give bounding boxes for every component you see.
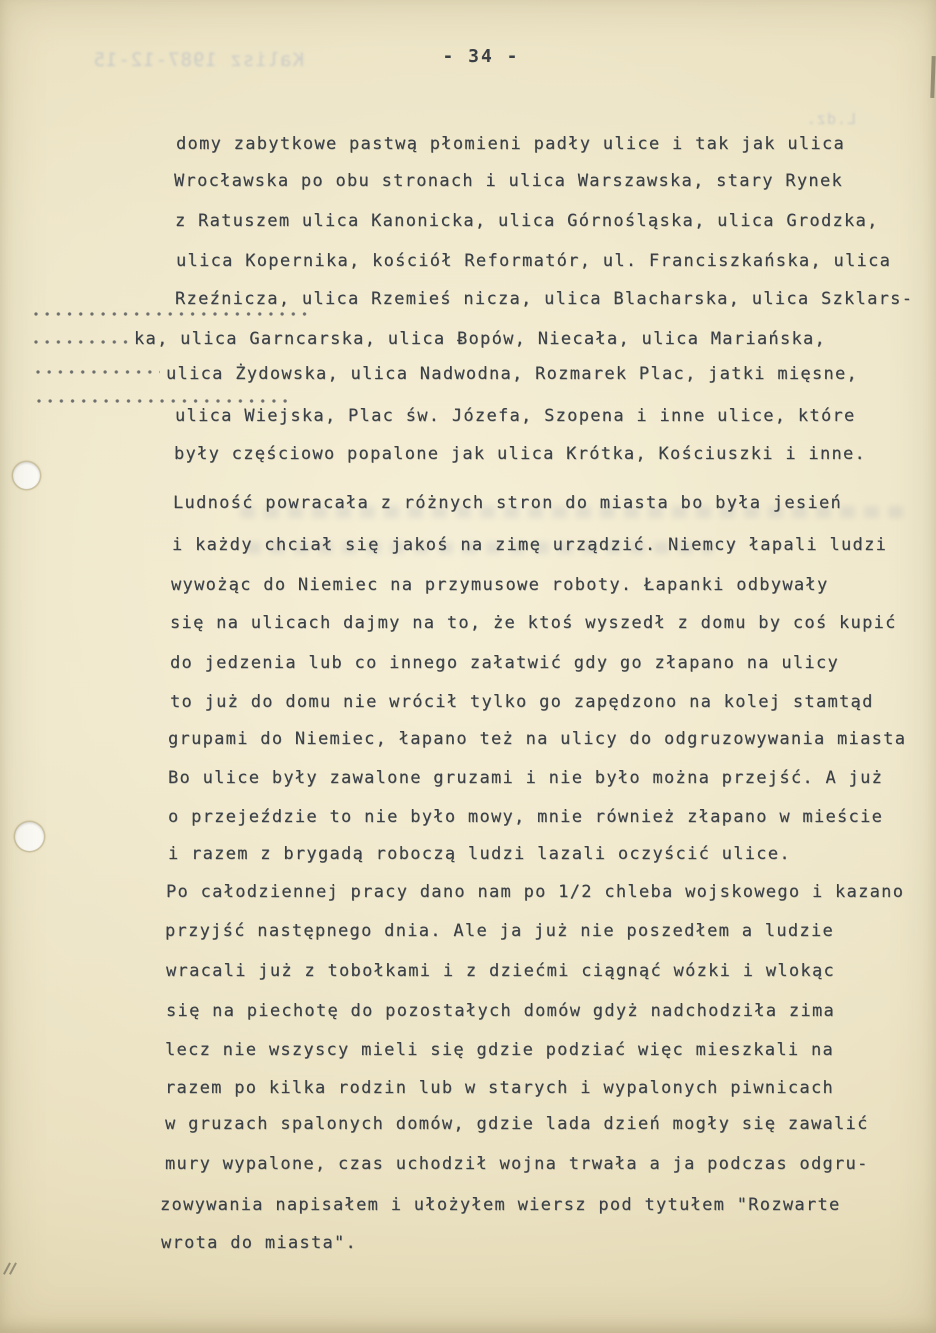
text-line: domy zabytkowe pastwą płomieni padły ulice i tak jak ulica <box>176 134 846 154</box>
dotted-leader <box>33 311 310 317</box>
text-line: to już do domu nie wrócił tylko go zapędzono na kolej stamtąd <box>170 692 874 712</box>
text-line: lecz nie wszyscy mieli się gdzie podziać więc mieszkali na <box>165 1040 835 1060</box>
text-line: razem po kilka rodzin lub w starych i wypalonych piwnicach <box>165 1078 835 1098</box>
text-line: ulica Żydowska, ulica Nadwodna, Rozmarek Plac, jatki mięsne, <box>166 364 859 384</box>
scan-edge-artifact <box>930 56 935 98</box>
text-line: zowywania napisałem i ułożyłem wiersz pod tytułem "Rozwarte <box>160 1195 841 1215</box>
text-line: z Ratuszem ulica Kanonicka, ulica Górnośląska, ulica Grodzka, <box>175 211 879 231</box>
text-line: Po całodziennej pracy dano nam po 1/2 chleba wojskowego i kazano <box>166 882 905 902</box>
punch-hole <box>13 462 40 489</box>
text-line: się na ulicach dajmy na to, że ktoś wyszedł z domu by coś kupić <box>170 613 897 633</box>
text-line: grupami do Niemiec, łapano też na ulicy do odgruzowywania miasta <box>168 729 907 749</box>
text-line: Ludność powracała z różnych stron do miasta bo była jesień <box>173 493 843 513</box>
text-line: przyjść następnego dnia. Ale ja już nie poszedłem a ludzie <box>165 921 835 941</box>
text-line: się na piechotę do pozostałych domów gdyż nadchodziła zima <box>166 1001 836 1021</box>
text-line: do jedzenia lub co innego załatwić gdy go złapano na ulicy <box>170 653 840 673</box>
text-line: o przejeździe to nie było mowy, mnie również złapano w mieście <box>168 807 884 827</box>
text-line: ulica Kopernika, kościół Reformatór, ul. Franciszkańska, ulica <box>176 251 892 271</box>
handwritten-corner-mark <box>3 1262 17 1276</box>
text-line: ulica Wiejska, Plac św. Józefa, Szopena i inne ulice, które <box>175 406 856 426</box>
text-line: i razem z brygadą roboczą ludzi lazali oczyścić ulice. <box>168 844 791 864</box>
punch-hole <box>15 822 44 851</box>
text-line: i każdy chciał się jakoś na zimę urządzić. Niemcy łapali ludzi <box>172 535 888 555</box>
text-line: mury wypalone, czas uchodził wojna trwała a ja podczas odgru- <box>165 1154 869 1174</box>
text-line: wracali już z tobołkami i z dziećmi ciągnąć wózki i wlokąc <box>166 961 836 981</box>
text-line: w gruzach spalonych domów, gdzie lada dzień mogły się zawalić <box>165 1114 869 1134</box>
text-line: Bo ulice były zawalone gruzami i nie było można przejść. A już <box>168 768 884 788</box>
text-line: wrota do miasta". <box>161 1233 358 1253</box>
bleedthrough-date-stamp: Kalisz 1987-12-15 <box>92 49 304 71</box>
dotted-leader <box>33 339 130 345</box>
text-line: wywożąc do Niemiec na przymusowe roboty. Łapanki odbywały <box>171 575 829 595</box>
dotted-leader <box>36 398 292 404</box>
page-number: - 34 - <box>442 46 520 67</box>
text-line: ka, ulica Garncarska, ulica Ƀopów, Niecała, ulica Mariańska, <box>134 329 827 349</box>
text-line: Rzeźnicza, ulica Rzemieś nicza, ulica Blacharska, ulica Szklars- <box>175 289 914 309</box>
text-line: Wrocławska po obu stronach i ulica Warszawska, stary Rynek <box>174 171 844 191</box>
text-line: były częściowo popalone jak ulica Krótka, Kościuszki i inne. <box>174 444 867 464</box>
dotted-leader <box>35 369 160 375</box>
bleedthrough-ldz-stamp: L.dz. <box>805 110 856 128</box>
